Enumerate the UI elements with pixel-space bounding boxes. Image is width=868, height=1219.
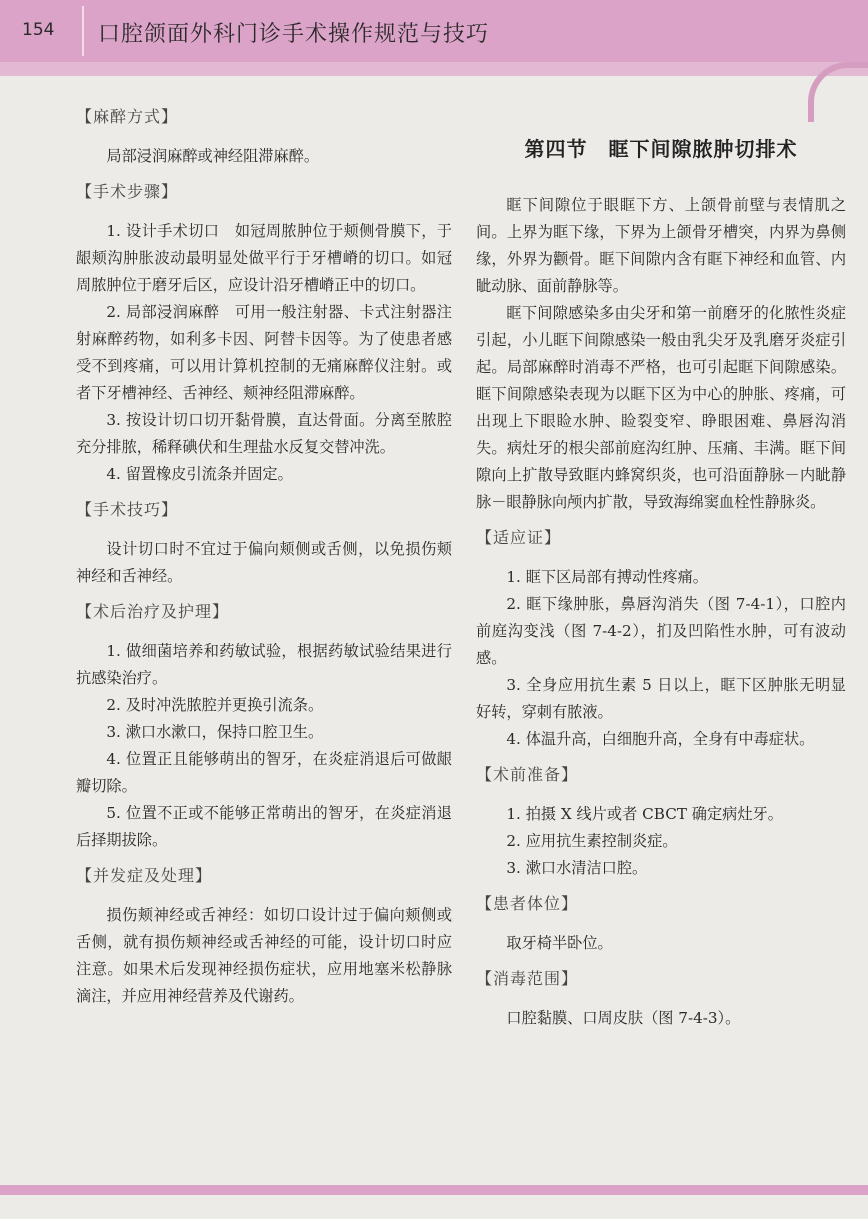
preop-item: 1. 拍摄 X 线片或者 CBCT 确定病灶牙。 [506, 805, 783, 823]
indication-item: 4. 体温升高，白细胞升高，全身有中毒症状。 [506, 730, 815, 748]
section-heading-complications: 【并发症及处理】 [76, 866, 213, 885]
intro-paragraph: 眶下间隙位于眼眶下方、上颌骨前壁与表情肌之间。上界为眶下缘，下界为上颌骨牙槽突，内界为鼻侧缘，外界为颧骨。眶下间隙内含有眶下神经和血管、内眦动脉、面前静脉等。 [476, 196, 846, 295]
postop-item: 4. 位置正且能够萌出的智牙，在炎症消退后可做龈瓣切除。 [76, 750, 452, 795]
footer-band [0, 1185, 868, 1195]
indication-item: 1. 眶下区局部有搏动性疼痛。 [506, 568, 708, 586]
preop-item: 3. 漱口水清洁口腔。 [506, 859, 648, 877]
postop-item: 2. 及时冲洗脓腔并更换引流条。 [106, 696, 324, 714]
chapter-title: 第四节 眶下间隙脓肿切排术 [524, 137, 798, 161]
intro-paragraph: 眶下间隙感染多由尖牙和第一前磨牙的化脓性炎症引起，小儿眶下间隙感染一般由乳尖牙及乳磨牙炎症引起。局部麻醉时消毒不严格，也可引起眶下间隙感染。眶下间隙感染表现为以眶下区为中心的肿胀、疼痛，可出现上下眼睑水肿、睑裂变窄、睁眼困难、鼻唇沟消失。病灶牙的根尖部前庭沟红肿、压痛、丰满。眶下间隙向上扩散导致眶内蜂窝织炎，也可沿面静脉－内眦静脉－眼静脉向颅内扩散，导致海绵窦血栓性静脉炎。 [476, 304, 846, 511]
postop-item: 1. 做细菌培养和药敏试验，根据药敏试验结果进行抗感染治疗。 [76, 642, 452, 687]
header-strip [0, 62, 868, 76]
step-item: 4. 留置橡皮引流条并固定。 [106, 465, 293, 483]
complications-text: 损伤颊神经或舌神经：如切口设计过于偏向颊侧或舌侧，就有损伤颊神经或舌神经的可能，设计切口时应注意。如果术后发现神经损伤症状，应用地塞米松静脉滴注，并应用神经营养及代谢药。 [76, 906, 452, 1005]
postop-item: 3. 漱口水漱口，保持口腔卫生。 [106, 723, 324, 741]
section-heading-preop: 【术前准备】 [476, 765, 579, 784]
section-heading-postop: 【术后治疗及护理】 [76, 602, 230, 621]
postop-item: 5. 位置不正或不能够正常萌出的智牙，在炎症消退后择期拔除。 [76, 804, 452, 849]
technique-text: 设计切口时不宜过于偏向颊侧或舌侧，以免损伤颊神经和舌神经。 [76, 540, 452, 585]
disinfection-text: 口腔黏膜、口周皮肤（图 7-4-3）。 [506, 1009, 741, 1027]
step-item: 2. 局部浸润麻醉 可用一般注射器、卡式注射器注射麻醉药物，如利多卡因、阿替卡因等。为了使患者感受不到疼痛，可以用计算机控制的无痛麻醉仪注射。或者下牙槽神经、舌神经、颊神经阻滞麻醉。 [76, 303, 452, 402]
anesthesia-text: 局部浸润麻醉或神经阻滞麻醉。 [106, 147, 320, 165]
section-heading-disinfection: 【消毒范围】 [476, 969, 579, 988]
section-heading-indications: 【适应证】 [476, 528, 562, 547]
section-heading-anesthesia: 【麻醉方式】 [76, 107, 179, 126]
book-title: 口腔颌面外科门诊手术操作规范与技巧 [98, 22, 490, 47]
step-item: 1. 设计手术切口 如冠周脓肿位于颊侧骨膜下，于龈颊沟肿胀波动最明显处做平行于牙槽嵴的切口。如冠周脓肿位于磨牙后区，应设计沿牙槽嵴正中的切口。 [76, 222, 452, 294]
right-column [476, 105, 846, 1032]
indication-item: 3. 全身应用抗生素 5 日以上，眶下区肿胀无明显好转，穿刺有脓液。 [476, 676, 846, 721]
position-text: 取牙椅半卧位。 [506, 934, 613, 952]
left-column [76, 105, 452, 1010]
page-number: 154 [22, 20, 55, 40]
indication-item: 2. 眶下缘肿胀，鼻唇沟消失（图 7-4-1），口腔内前庭沟变浅（图 7-4-2），扪及凹陷性水肿，可有波动感。 [476, 595, 846, 667]
preop-item: 2. 应用抗生素控制炎症。 [506, 832, 678, 850]
section-heading-technique: 【手术技巧】 [76, 500, 179, 519]
header-divider [82, 6, 84, 56]
section-heading-steps: 【手术步骤】 [76, 182, 179, 201]
section-heading-position: 【患者体位】 [476, 894, 579, 913]
step-item: 3. 按设计切口切开黏骨膜，直达骨面。分离至脓腔充分排脓，稀释碘伏和生理盐水反复交替冲洗。 [76, 411, 452, 456]
